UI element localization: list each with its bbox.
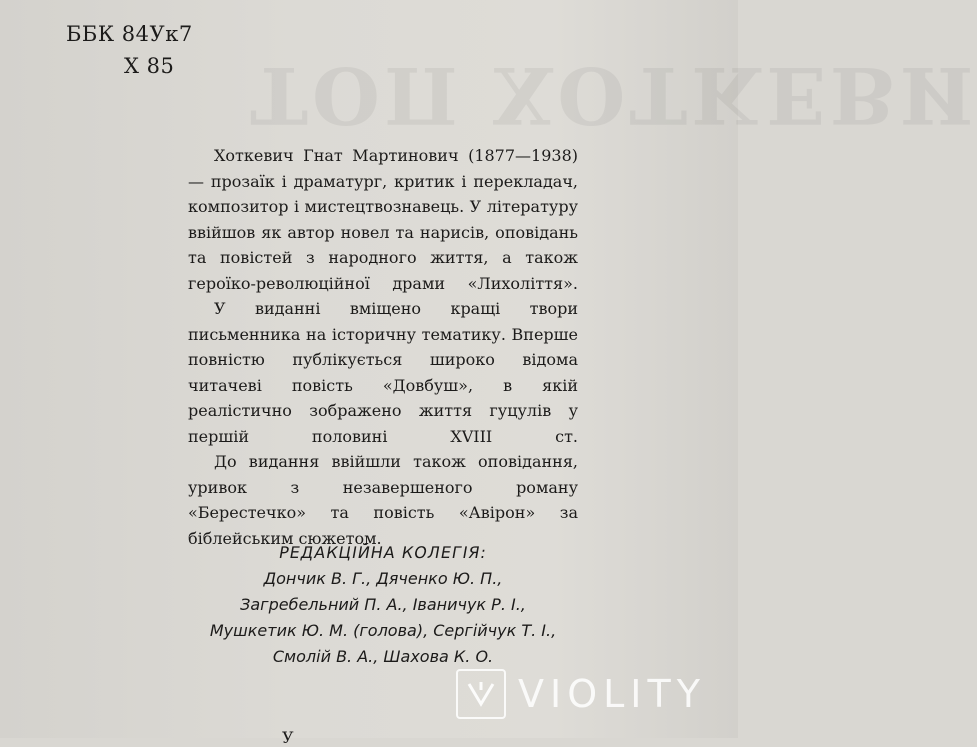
violity-logo-icon xyxy=(456,669,506,719)
violity-watermark xyxy=(456,668,706,720)
editorial-line-3: Мушкетик Ю. М. (голова), Сергійчук Т. І., xyxy=(209,621,557,640)
editorial-line-4: Смолій В. А., Шахова К. О. xyxy=(272,647,494,666)
editorial-line-1: Дончик В. Г., Дяченко Ю. П., xyxy=(263,569,503,588)
watermark-text: VIOLITY xyxy=(518,672,706,716)
annotation-paragraph-1: Хоткевич Гнат Мартинович (1877—1938) — прозаїк і драматург, критик і перекладач, композитор і мистецтвознавець. У літературу ввійшов як автор новел та нарисів, оповідань та повістей з народного життя, а також героїко-революційної драми «Лихоліття». xyxy=(188,146,578,293)
editorial-board xyxy=(188,540,578,670)
cutoff-text: У xyxy=(282,728,294,747)
annotation-paragraph-3: До видання ввійшли також оповідання, уривок з незавершеного роману «Берестечко» та повість «Авірон» за біблейським сюжетом. xyxy=(188,452,578,548)
bbk-code: ББК 84Ук7 xyxy=(66,22,193,46)
annotation-paragraph-2: У виданні вміщено кращі твори письменника на історичну тематику. Вперше повністю публікується широко відома читачеві повість «Довбуш», в якій реалістично зображено життя гуцулів у першій половині XVIII ст. xyxy=(188,299,578,446)
editorial-line-2: Загребельний П. А., Іваничук Р. І., xyxy=(240,595,526,614)
editorial-heading: РЕДАКЦІЙНА КОЛЕГІЯ: xyxy=(277,543,489,562)
bbk-classification xyxy=(66,18,193,82)
author-mark: Х 85 xyxy=(124,54,175,78)
annotation xyxy=(188,143,578,551)
bleed-through-text: ТОП ХОТКЕВИ xyxy=(250,49,977,140)
